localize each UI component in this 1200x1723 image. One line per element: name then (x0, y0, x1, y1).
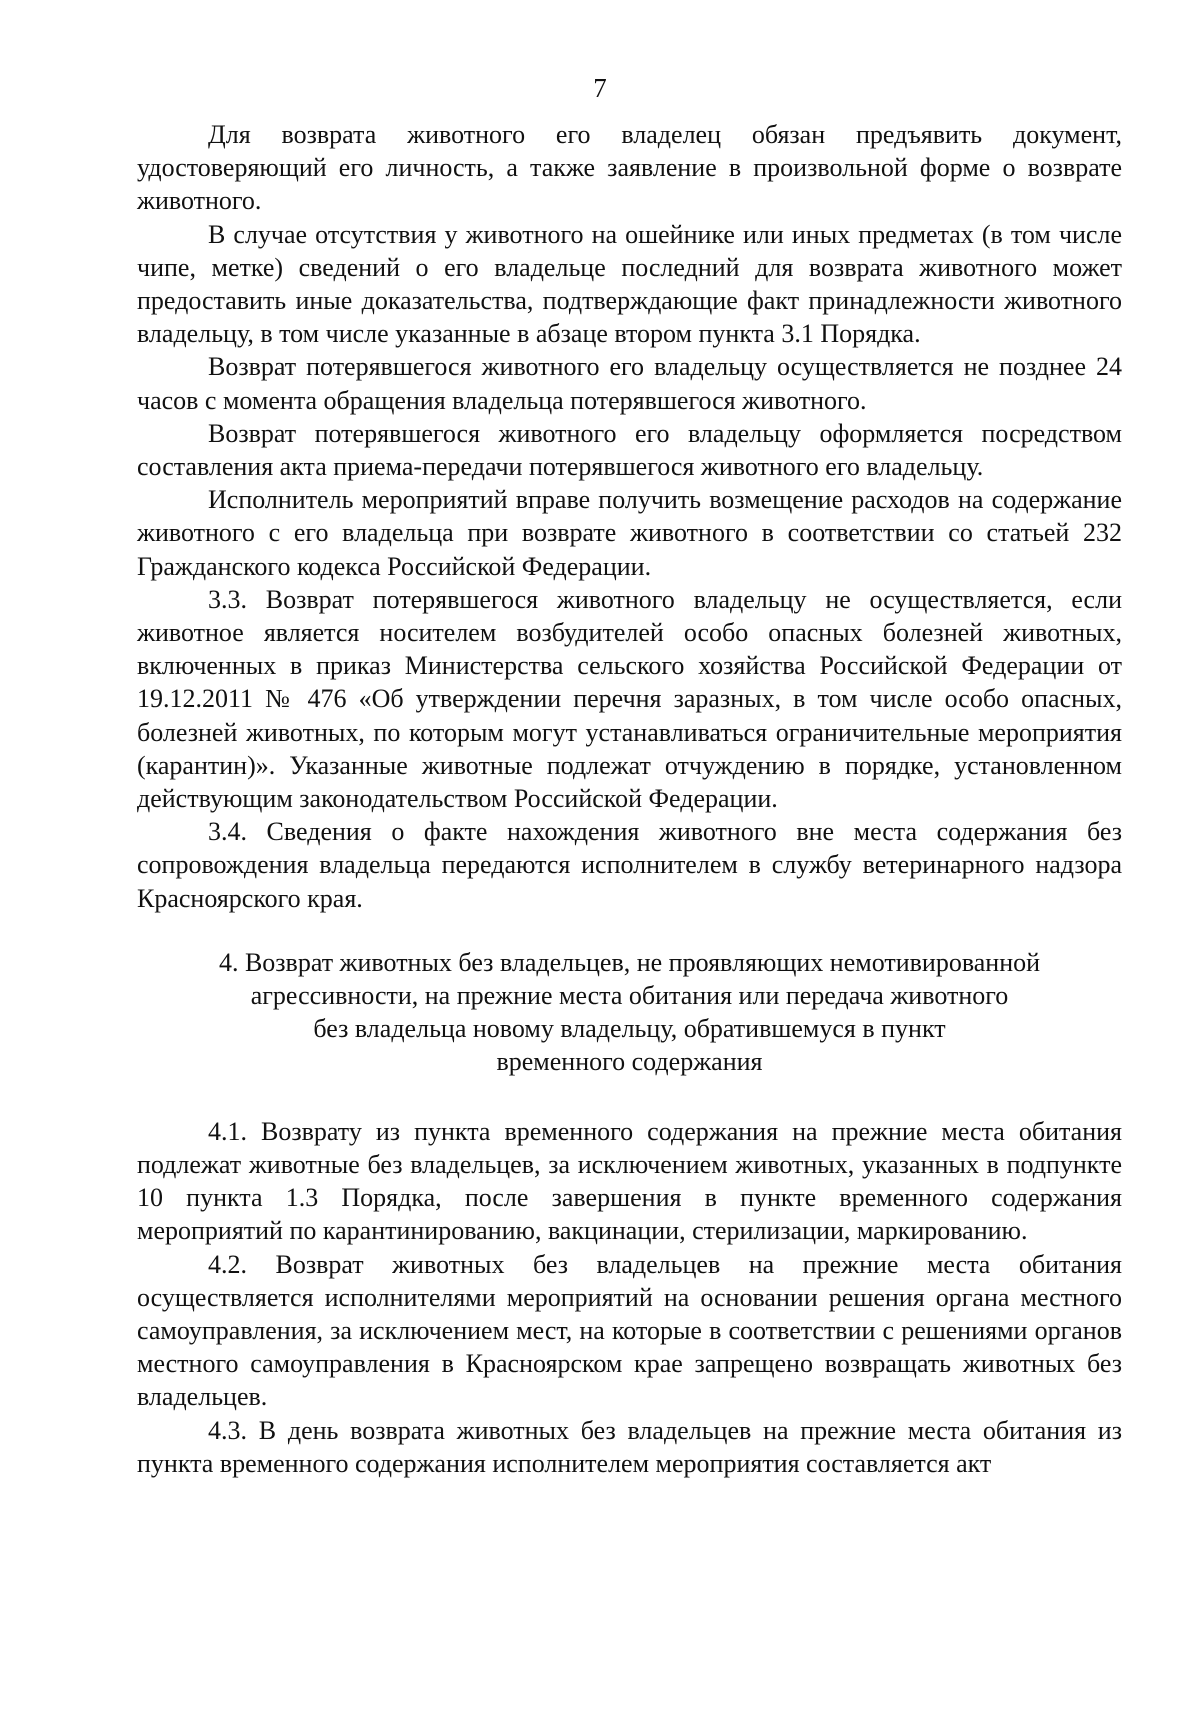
paragraph-return-deadline: Возврат потерявшегося животного его владельцу осуществляется не позднее 24 часов с момента обращения владельца потерявшегося животного. (137, 352, 1122, 415)
paragraph-ownership-evidence: В случае отсутствия у животного на ошейнике или иных предметах (в том числе чипе, метке) сведений о его владельце последний для возврата животного может предоставить иные доказательства, подтверждающие факт принадлежности животного владельцу, в том числе указанные в абзаце втором пункта 3.1 Порядка. (137, 219, 1122, 349)
paragraph-3-3: 3.3. Возврат потерявшегося животного владельцу не осуществляется, если животное является носителем возбудителей особо опасных болезней животных, включенных в приказ Министерства сельского хозяйства Российской Федерации от 19.12.2011 № 476 «Об утверждении перечня заразных, в том числе особо опасных, болезней животных, по которым могут устанавливаться ограничительные мероприятия (карантин)». Указанные животные подлежат отчуждению в порядке, установленном действующим законодательством Российской Федерации. (137, 584, 1122, 814)
paragraph-4-2: 4.2. Возврат животных без владельцев на прежние места обитания осуществляется исполнителями мероприятий на основании решения органа местного самоуправления, за исключением мест, на которые в соответствии с решениями органов местного самоуправления в Красноярском крае запрещено возвращать животных без владельцев. (137, 1249, 1122, 1412)
paragraph-expense-reimbursement: Исполнитель мероприятий вправе получить возмещение расходов на содержание животного с его владельца при возврате животного в соответствии со статьей 232 Гражданского кодекса Российской Федерации. (137, 485, 1122, 581)
section-heading-line: агрессивности, на прежние места обитания или передача животного (250, 981, 1009, 1011)
section-4-heading (137, 946, 1122, 1079)
paragraph-3-4: 3.4. Сведения о факте нахождения животного вне места содержания без сопровождения владельца передаются исполнителем в службу ветеринарного надзора Красноярского края. (137, 817, 1122, 913)
section-heading-line: 4. Возврат животных без владельцев, не проявляющих немотивированной (218, 947, 1041, 977)
paragraph-owner-documents: Для возврата животного его владелец обязан предъявить документ, удостоверяющий его личность, а также заявление в произвольной форме о возврате животного. (137, 120, 1122, 216)
section-heading-line: временного содержания (496, 1047, 763, 1077)
paragraph-return-act: Возврат потерявшегося животного его владельцу оформляется посредством составления акта приема-передачи потерявшегося животного его владельцу. (137, 418, 1122, 482)
section-heading-line: без владельца новому владельцу, обратившемуся в пункт (313, 1014, 946, 1044)
document-body (137, 118, 1122, 1480)
paragraph-4-1: 4.1. Возврату из пункта временного содержания на прежние места обитания подлежат животные без владельцев, за исключением животных, указанных в подпункте 10 пункта 1.3 Порядка, после завершения в пункте временного содержания мероприятий по карантинированию, вакцинации, стерилизации, маркированию. (137, 1116, 1122, 1246)
paragraph-4-3: 4.3. В день возврата животных без владельцев на прежние места обитания из пункта временного содержания исполнителем мероприятия составляется акт (137, 1415, 1122, 1478)
page-number: 7 (593, 73, 607, 103)
